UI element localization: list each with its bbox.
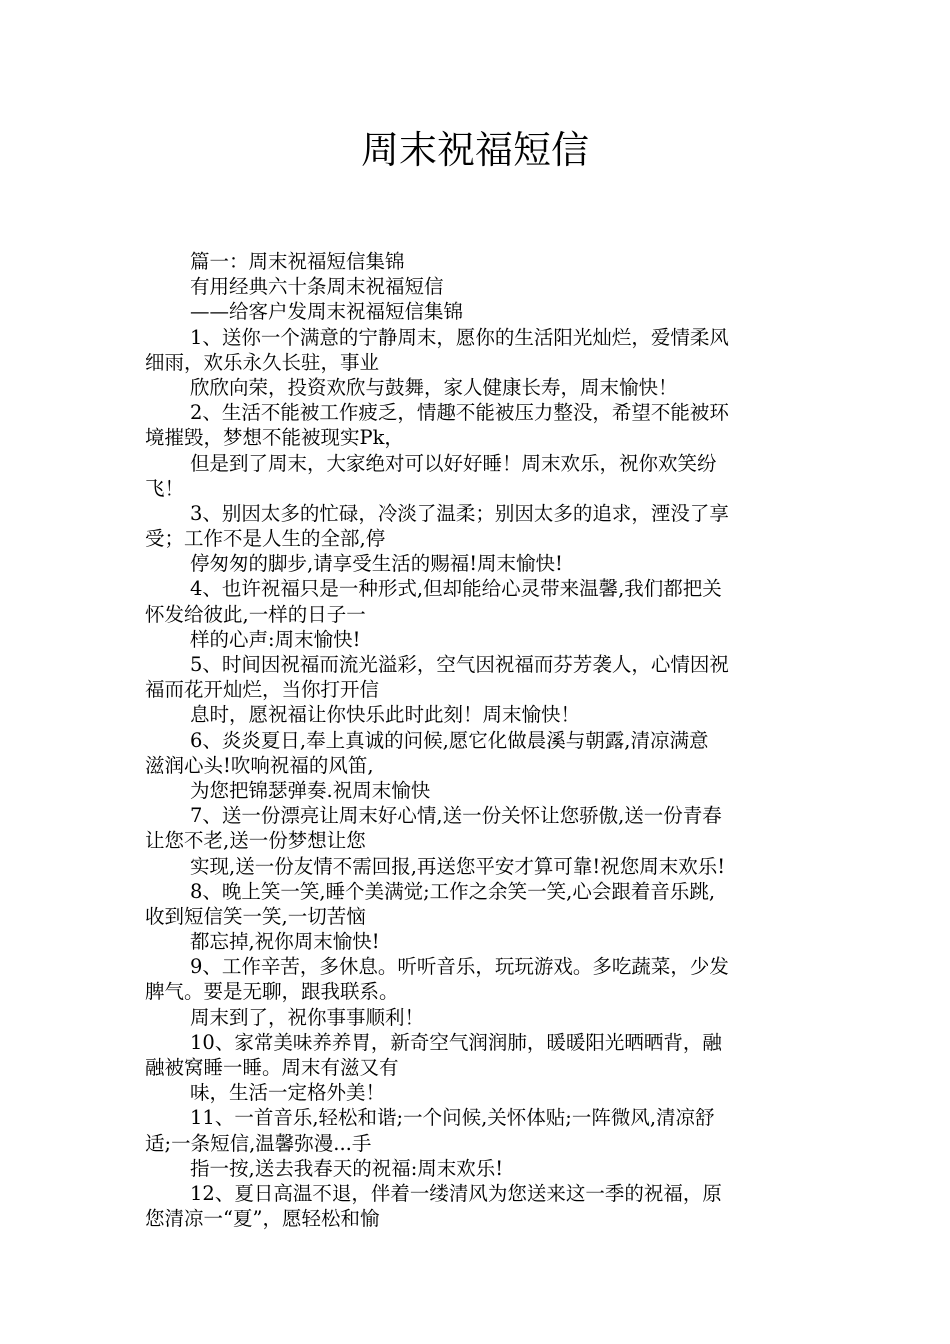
text-line: 篇一：周末祝福短信集锦 — [190, 250, 405, 273]
text-line: 脾气。要是无聊，跟我联系。 — [145, 980, 399, 1004]
text-line: 细雨，欢乐永久长驻，事业 — [145, 350, 380, 374]
text-line: 飞！ — [145, 476, 185, 500]
text-line: 让您不老,送一份梦想让您 — [145, 829, 366, 853]
text-line: 11、一首音乐,轻松和谐;一个问候,关怀体贴;一阵微风,清凉舒 — [190, 1106, 715, 1130]
text-line: 滋润心头!吹响祝福的风笛, — [145, 753, 374, 777]
text-line: 指一按,送去我春天的祝福:周末欢乐! — [190, 1156, 504, 1180]
text-line: 怀发给彼此,一样的日子一 — [145, 602, 366, 626]
text-line: 受；工作不是人生的全部,停 — [145, 527, 386, 551]
text-line: 味，生活一定格外美！ — [190, 1081, 386, 1105]
text-line: 2、生活不能被工作疲乏，情趣不能被压力整没，希望不能被环 — [190, 401, 729, 425]
text-line: 但是到了周末，大家绝对可以好好睡！周末欢乐，祝你欢笑纷 — [190, 451, 717, 475]
text-line: 样的心声:周末愉快! — [190, 627, 361, 651]
text-line: 10、家常美味养养胃，新奇空气润润肺，暖暖阳光晒晒背，融 — [190, 1030, 722, 1054]
document-body — [145, 249, 810, 1231]
text-line: 1、送你一个满意的宁静周末，愿你的生活阳光灿烂，爱情柔风 — [190, 325, 729, 349]
text-line: 您清凉一“夏”，愿轻松和愉 — [145, 1207, 380, 1231]
text-line: 融被窝睡一睡。周末有滋又有 — [145, 1056, 399, 1079]
text-line: 12、夏日高温不退，伴着一缕清风为您送来这一季的祝福，原 — [190, 1181, 722, 1205]
text-line: 7、送一份漂亮让周末好心情,送一份关怀让您骄傲,送一份青春 — [190, 804, 722, 828]
text-line: 都忘掉,祝你周末愉快! — [190, 930, 380, 954]
text-line: 息时，愿祝福让你快乐此时此刻！周末愉快！ — [190, 703, 581, 727]
text-line: 4、也许祝福只是一种形式,但却能给心灵带来温馨,我们都把关 — [190, 577, 722, 601]
text-line: 适;一条短信,温馨弥漫...手 — [145, 1131, 372, 1155]
text-line: 5、时间因祝福而流光溢彩，空气因祝福而芬芳袭人，心情因祝 — [190, 653, 729, 676]
text-line: 6、炎炎夏日,奉上真诚的问候,愿它化做晨溪与朝露,清凉满意 — [190, 728, 709, 752]
text-line: 有用经典六十条周末祝福短信 — [190, 275, 444, 299]
text-line: 周末到了，祝你事事顺利！ — [190, 1005, 425, 1029]
text-line: 欣欣向荣，投资欢欣与鼓舞，家人健康长寿，周末愉快！ — [190, 375, 678, 399]
document-title: 周末祝福短信 — [360, 128, 589, 172]
text-line: 9、工作辛苦，多休息。听听音乐，玩玩游戏。多吃蔬菜，少发 — [190, 955, 729, 979]
text-line: 实现,送一份友情不需回报,再送您平安才算可靠!祝您周末欢乐! — [190, 854, 726, 878]
text-line: 停匆匆的脚步,请享受生活的赐福!周末愉快! — [190, 552, 563, 576]
text-line: 3、别因太多的忙碌，冷淡了温柔；别因太多的追求，湮没了享 — [190, 501, 729, 525]
text-line: 收到短信笑一笑,一切苦恼 — [145, 904, 366, 928]
text-line: ——给客户发周末祝福短信集锦 — [190, 300, 464, 324]
text-line: 为您把锦瑟弹奏.祝周末愉快 — [190, 778, 431, 802]
text-line: 8、晚上笑一笑,睡个美满觉;工作之余笑一笑,心会跟着音乐跳, — [190, 879, 716, 903]
text-line: 福而花开灿烂，当你打开信 — [145, 678, 380, 702]
text-line: 境摧毁，梦想不能被现实Pk， — [145, 426, 404, 450]
